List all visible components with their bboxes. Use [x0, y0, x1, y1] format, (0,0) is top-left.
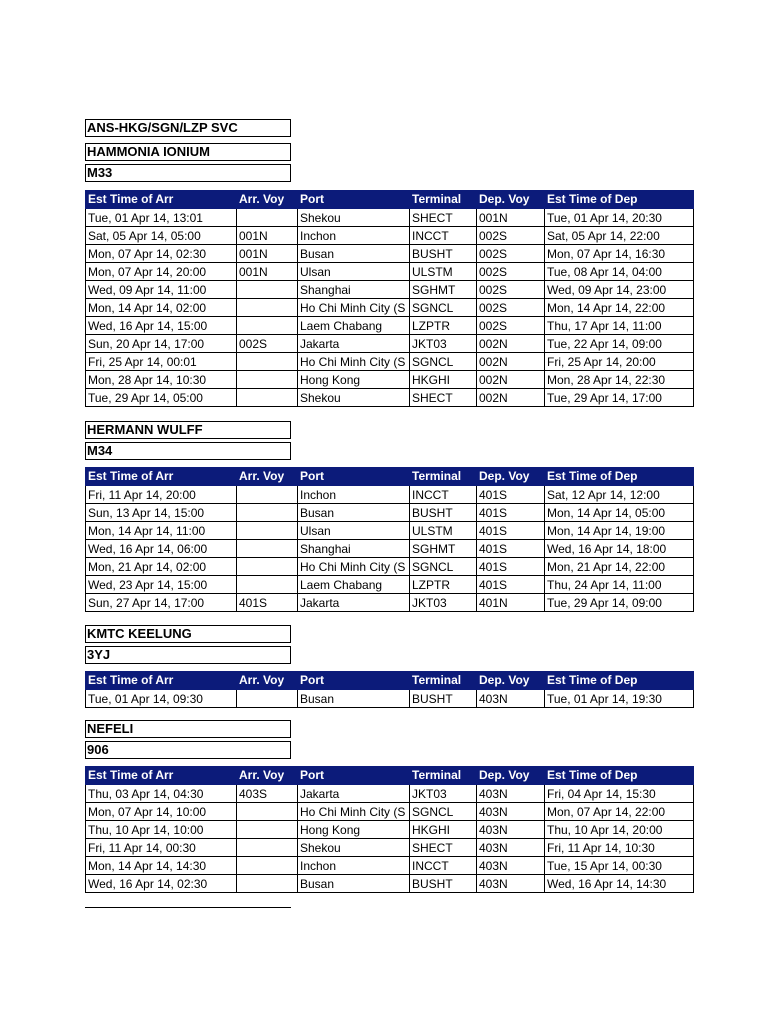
table-row — [86, 690, 694, 708]
column-header: Est Time of Arr — [86, 767, 237, 785]
table-cell: 002S — [477, 299, 545, 317]
table-cell: Ulsan — [298, 263, 410, 281]
table-cell: 002N — [477, 335, 545, 353]
table-cell: Fri, 25 Apr 14, 00:01 — [86, 353, 237, 371]
table-cell: Mon, 14 Apr 14, 02:00 — [86, 299, 237, 317]
table-cell — [237, 317, 298, 335]
table-cell: JKT03 — [410, 594, 477, 612]
vessel-name: HERMANN WULFF — [85, 421, 291, 439]
schedule-table — [85, 190, 694, 407]
table-row — [86, 875, 694, 893]
vessel-code: M34 — [85, 442, 291, 460]
table-cell: Busan — [298, 504, 410, 522]
table-cell: Mon, 28 Apr 14, 10:30 — [86, 371, 237, 389]
table-cell: 401S — [477, 522, 545, 540]
table-cell: Fri, 04 Apr 14, 15:30 — [545, 785, 694, 803]
table-cell: Fri, 25 Apr 14, 20:00 — [545, 353, 694, 371]
table-cell — [237, 821, 298, 839]
table-cell: Mon, 21 Apr 14, 02:00 — [86, 558, 237, 576]
column-header: Terminal — [410, 767, 477, 785]
table-cell — [237, 839, 298, 857]
table-row — [86, 317, 694, 335]
vessel-code: 906 — [85, 741, 291, 759]
column-header: Est Time of Arr — [86, 191, 237, 209]
table-cell: Fri, 11 Apr 14, 00:30 — [86, 839, 237, 857]
table-cell — [237, 522, 298, 540]
table-cell: SGNCL — [410, 299, 477, 317]
table-cell: Jakarta — [298, 785, 410, 803]
column-header: Dep. Voy — [477, 191, 545, 209]
table-row — [86, 299, 694, 317]
column-header: Est Time of Arr — [86, 468, 237, 486]
table-cell: Ho Chi Minh City (S — [298, 803, 410, 821]
column-header: Arr. Voy — [237, 468, 298, 486]
table-cell: Mon, 14 Apr 14, 11:00 — [86, 522, 237, 540]
table-cell: Thu, 10 Apr 14, 20:00 — [545, 821, 694, 839]
table-row — [86, 209, 694, 227]
table-cell: 403N — [477, 839, 545, 857]
table-cell: 002S — [477, 245, 545, 263]
table-cell: SGNCL — [410, 803, 477, 821]
table-cell: 403S — [237, 785, 298, 803]
table-cell: 002N — [477, 371, 545, 389]
table-cell: Hong Kong — [298, 821, 410, 839]
table-cell: Sun, 13 Apr 14, 15:00 — [86, 504, 237, 522]
table-cell: INCCT — [410, 486, 477, 504]
table-cell: Laem Chabang — [298, 317, 410, 335]
table-cell: ULSTM — [410, 522, 477, 540]
table-cell: ULSTM — [410, 263, 477, 281]
table-cell: 002N — [477, 353, 545, 371]
table-header-row — [86, 767, 694, 785]
table-cell: SHECT — [410, 389, 477, 407]
table-cell: 001N — [237, 245, 298, 263]
column-header: Port — [298, 672, 410, 690]
table-row — [86, 504, 694, 522]
table-cell: Busan — [298, 875, 410, 893]
table-cell: Ulsan — [298, 522, 410, 540]
column-header: Terminal — [410, 191, 477, 209]
table-cell: 403N — [477, 875, 545, 893]
table-cell: Inchon — [298, 486, 410, 504]
table-cell — [237, 299, 298, 317]
table-cell: SGHMT — [410, 281, 477, 299]
column-header: Terminal — [410, 468, 477, 486]
table-cell: 401S — [477, 486, 545, 504]
table-cell: 401S — [237, 594, 298, 612]
table-cell: INCCT — [410, 857, 477, 875]
table-cell: LZPTR — [410, 576, 477, 594]
table-cell: Mon, 07 Apr 14, 02:30 — [86, 245, 237, 263]
table-cell: Fri, 11 Apr 14, 20:00 — [86, 486, 237, 504]
table-cell: BUSHT — [410, 875, 477, 893]
table-cell: Tue, 29 Apr 14, 17:00 — [545, 389, 694, 407]
table-cell: Ho Chi Minh City (S — [298, 558, 410, 576]
table-cell: Thu, 10 Apr 14, 10:00 — [86, 821, 237, 839]
table-cell — [237, 353, 298, 371]
table-cell: Sat, 05 Apr 14, 22:00 — [545, 227, 694, 245]
table-cell: 001N — [237, 263, 298, 281]
table-cell: 002S — [477, 263, 545, 281]
column-header: Arr. Voy — [237, 767, 298, 785]
table-cell — [237, 504, 298, 522]
table-cell: Wed, 16 Apr 14, 14:30 — [545, 875, 694, 893]
table-cell: Shanghai — [298, 540, 410, 558]
table-cell — [237, 690, 298, 708]
table-cell: 002S — [237, 335, 298, 353]
table-cell: SGNCL — [410, 558, 477, 576]
table-cell: JKT03 — [410, 335, 477, 353]
table-row — [86, 857, 694, 875]
vessel-code: M33 — [85, 164, 291, 182]
table-row — [86, 821, 694, 839]
table-header-row — [86, 191, 694, 209]
table-header-row — [86, 468, 694, 486]
table-cell: 403N — [477, 803, 545, 821]
column-header: Est Time of Arr — [86, 672, 237, 690]
table-cell: Wed, 16 Apr 14, 02:30 — [86, 875, 237, 893]
column-header: Terminal — [410, 672, 477, 690]
table-cell: 403N — [477, 821, 545, 839]
table-cell: Inchon — [298, 227, 410, 245]
table-row — [86, 281, 694, 299]
column-header: Est Time of Dep — [545, 672, 694, 690]
table-cell: Shekou — [298, 839, 410, 857]
table-cell: Busan — [298, 245, 410, 263]
column-header: Arr. Voy — [237, 672, 298, 690]
table-cell: Shekou — [298, 389, 410, 407]
table-cell: Tue, 22 Apr 14, 09:00 — [545, 335, 694, 353]
column-header: Dep. Voy — [477, 672, 545, 690]
table-cell: BUSHT — [410, 504, 477, 522]
column-header: Arr. Voy — [237, 191, 298, 209]
schedule-table — [85, 671, 694, 708]
table-row — [86, 839, 694, 857]
column-header: Est Time of Dep — [545, 468, 694, 486]
table-cell: 002N — [477, 389, 545, 407]
vessel-name: KMTC KEELUNG — [85, 625, 291, 643]
table-header-row — [86, 672, 694, 690]
table-cell — [237, 371, 298, 389]
table-cell: SHECT — [410, 839, 477, 857]
table-cell: Mon, 21 Apr 14, 22:00 — [545, 558, 694, 576]
table-cell: Sat, 05 Apr 14, 05:00 — [86, 227, 237, 245]
table-row — [86, 371, 694, 389]
table-cell: Jakarta — [298, 594, 410, 612]
table-cell: Wed, 09 Apr 14, 11:00 — [86, 281, 237, 299]
table-cell: Tue, 01 Apr 14, 19:30 — [545, 690, 694, 708]
table-cell: 002S — [477, 227, 545, 245]
table-cell: Mon, 07 Apr 14, 22:00 — [545, 803, 694, 821]
service-title: ANS-HKG/SGN/LZP SVC — [85, 119, 291, 137]
column-header: Port — [298, 468, 410, 486]
column-header: Dep. Voy — [477, 767, 545, 785]
table-row — [86, 558, 694, 576]
column-header: Est Time of Dep — [545, 191, 694, 209]
table-cell — [237, 209, 298, 227]
table-cell: Busan — [298, 690, 410, 708]
vessel-code: 3YJ — [85, 646, 291, 664]
table-cell: Mon, 28 Apr 14, 22:30 — [545, 371, 694, 389]
table-cell: Mon, 07 Apr 14, 20:00 — [86, 263, 237, 281]
table-cell: Tue, 01 Apr 14, 13:01 — [86, 209, 237, 227]
table-cell: Shanghai — [298, 281, 410, 299]
table-cell: Mon, 14 Apr 14, 19:00 — [545, 522, 694, 540]
table-row — [86, 486, 694, 504]
table-cell: HKGHI — [410, 371, 477, 389]
table-cell: 002S — [477, 317, 545, 335]
schedule-table — [85, 467, 694, 612]
table-cell: 403N — [477, 785, 545, 803]
next-vessel-header-cutoff — [85, 907, 291, 914]
table-cell: Tue, 29 Apr 14, 09:00 — [545, 594, 694, 612]
schedule-table — [85, 766, 694, 893]
table-row — [86, 785, 694, 803]
table-cell: Mon, 14 Apr 14, 14:30 — [86, 857, 237, 875]
table-cell: 401S — [477, 558, 545, 576]
table-cell: Mon, 07 Apr 14, 16:30 — [545, 245, 694, 263]
column-header: Port — [298, 191, 410, 209]
table-cell: Tue, 15 Apr 14, 00:30 — [545, 857, 694, 875]
table-cell: 403N — [477, 690, 545, 708]
table-cell: 401S — [477, 504, 545, 522]
table-cell: SHECT — [410, 209, 477, 227]
table-cell: Shekou — [298, 209, 410, 227]
table-cell: 401N — [477, 594, 545, 612]
table-cell — [237, 486, 298, 504]
table-cell — [237, 875, 298, 893]
table-cell: 401S — [477, 576, 545, 594]
table-cell: Mon, 07 Apr 14, 10:00 — [86, 803, 237, 821]
column-header: Dep. Voy — [477, 468, 545, 486]
table-cell — [237, 281, 298, 299]
table-cell: Mon, 14 Apr 14, 05:00 — [545, 504, 694, 522]
table-cell: Ho Chi Minh City (S — [298, 353, 410, 371]
table-cell: Wed, 16 Apr 14, 18:00 — [545, 540, 694, 558]
table-cell: Tue, 01 Apr 14, 20:30 — [545, 209, 694, 227]
table-cell: Wed, 16 Apr 14, 15:00 — [86, 317, 237, 335]
table-cell — [237, 540, 298, 558]
table-cell: JKT03 — [410, 785, 477, 803]
table-cell — [237, 389, 298, 407]
column-header: Est Time of Dep — [545, 767, 694, 785]
vessel-name: HAMMONIA IONIUM — [85, 143, 291, 161]
table-cell: BUSHT — [410, 690, 477, 708]
table-cell: Tue, 01 Apr 14, 09:30 — [86, 690, 237, 708]
table-row — [86, 245, 694, 263]
vessel-name: NEFELI — [85, 720, 291, 738]
table-cell: HKGHI — [410, 821, 477, 839]
table-cell: 002S — [477, 281, 545, 299]
table-row — [86, 803, 694, 821]
table-row — [86, 263, 694, 281]
table-cell: Tue, 29 Apr 14, 05:00 — [86, 389, 237, 407]
table-cell: Hong Kong — [298, 371, 410, 389]
table-cell: Sun, 27 Apr 14, 17:00 — [86, 594, 237, 612]
table-cell — [237, 857, 298, 875]
table-cell: 001N — [477, 209, 545, 227]
table-row — [86, 227, 694, 245]
table-row — [86, 353, 694, 371]
table-cell: INCCT — [410, 227, 477, 245]
table-cell: Thu, 24 Apr 14, 11:00 — [545, 576, 694, 594]
table-row — [86, 389, 694, 407]
table-cell: 403N — [477, 857, 545, 875]
table-row — [86, 522, 694, 540]
table-cell: Wed, 16 Apr 14, 06:00 — [86, 540, 237, 558]
table-cell: Inchon — [298, 857, 410, 875]
table-cell: Jakarta — [298, 335, 410, 353]
table-cell: Tue, 08 Apr 14, 04:00 — [545, 263, 694, 281]
table-cell: Mon, 14 Apr 14, 22:00 — [545, 299, 694, 317]
table-row — [86, 576, 694, 594]
table-cell: SGHMT — [410, 540, 477, 558]
table-row — [86, 540, 694, 558]
table-cell: SGNCL — [410, 353, 477, 371]
table-row — [86, 335, 694, 353]
table-cell: Wed, 09 Apr 14, 23:00 — [545, 281, 694, 299]
table-cell: Wed, 23 Apr 14, 15:00 — [86, 576, 237, 594]
table-row — [86, 594, 694, 612]
table-cell: 401S — [477, 540, 545, 558]
table-cell: Sun, 20 Apr 14, 17:00 — [86, 335, 237, 353]
table-cell: Sat, 12 Apr 14, 12:00 — [545, 486, 694, 504]
table-cell — [237, 576, 298, 594]
table-cell: Ho Chi Minh City (S — [298, 299, 410, 317]
table-cell: Thu, 17 Apr 14, 11:00 — [545, 317, 694, 335]
table-cell: LZPTR — [410, 317, 477, 335]
table-cell: BUSHT — [410, 245, 477, 263]
table-cell — [237, 803, 298, 821]
table-cell: Fri, 11 Apr 14, 10:30 — [545, 839, 694, 857]
table-cell — [237, 558, 298, 576]
table-cell: Thu, 03 Apr 14, 04:30 — [86, 785, 237, 803]
column-header: Port — [298, 767, 410, 785]
table-cell: Laem Chabang — [298, 576, 410, 594]
table-cell: 001N — [237, 227, 298, 245]
